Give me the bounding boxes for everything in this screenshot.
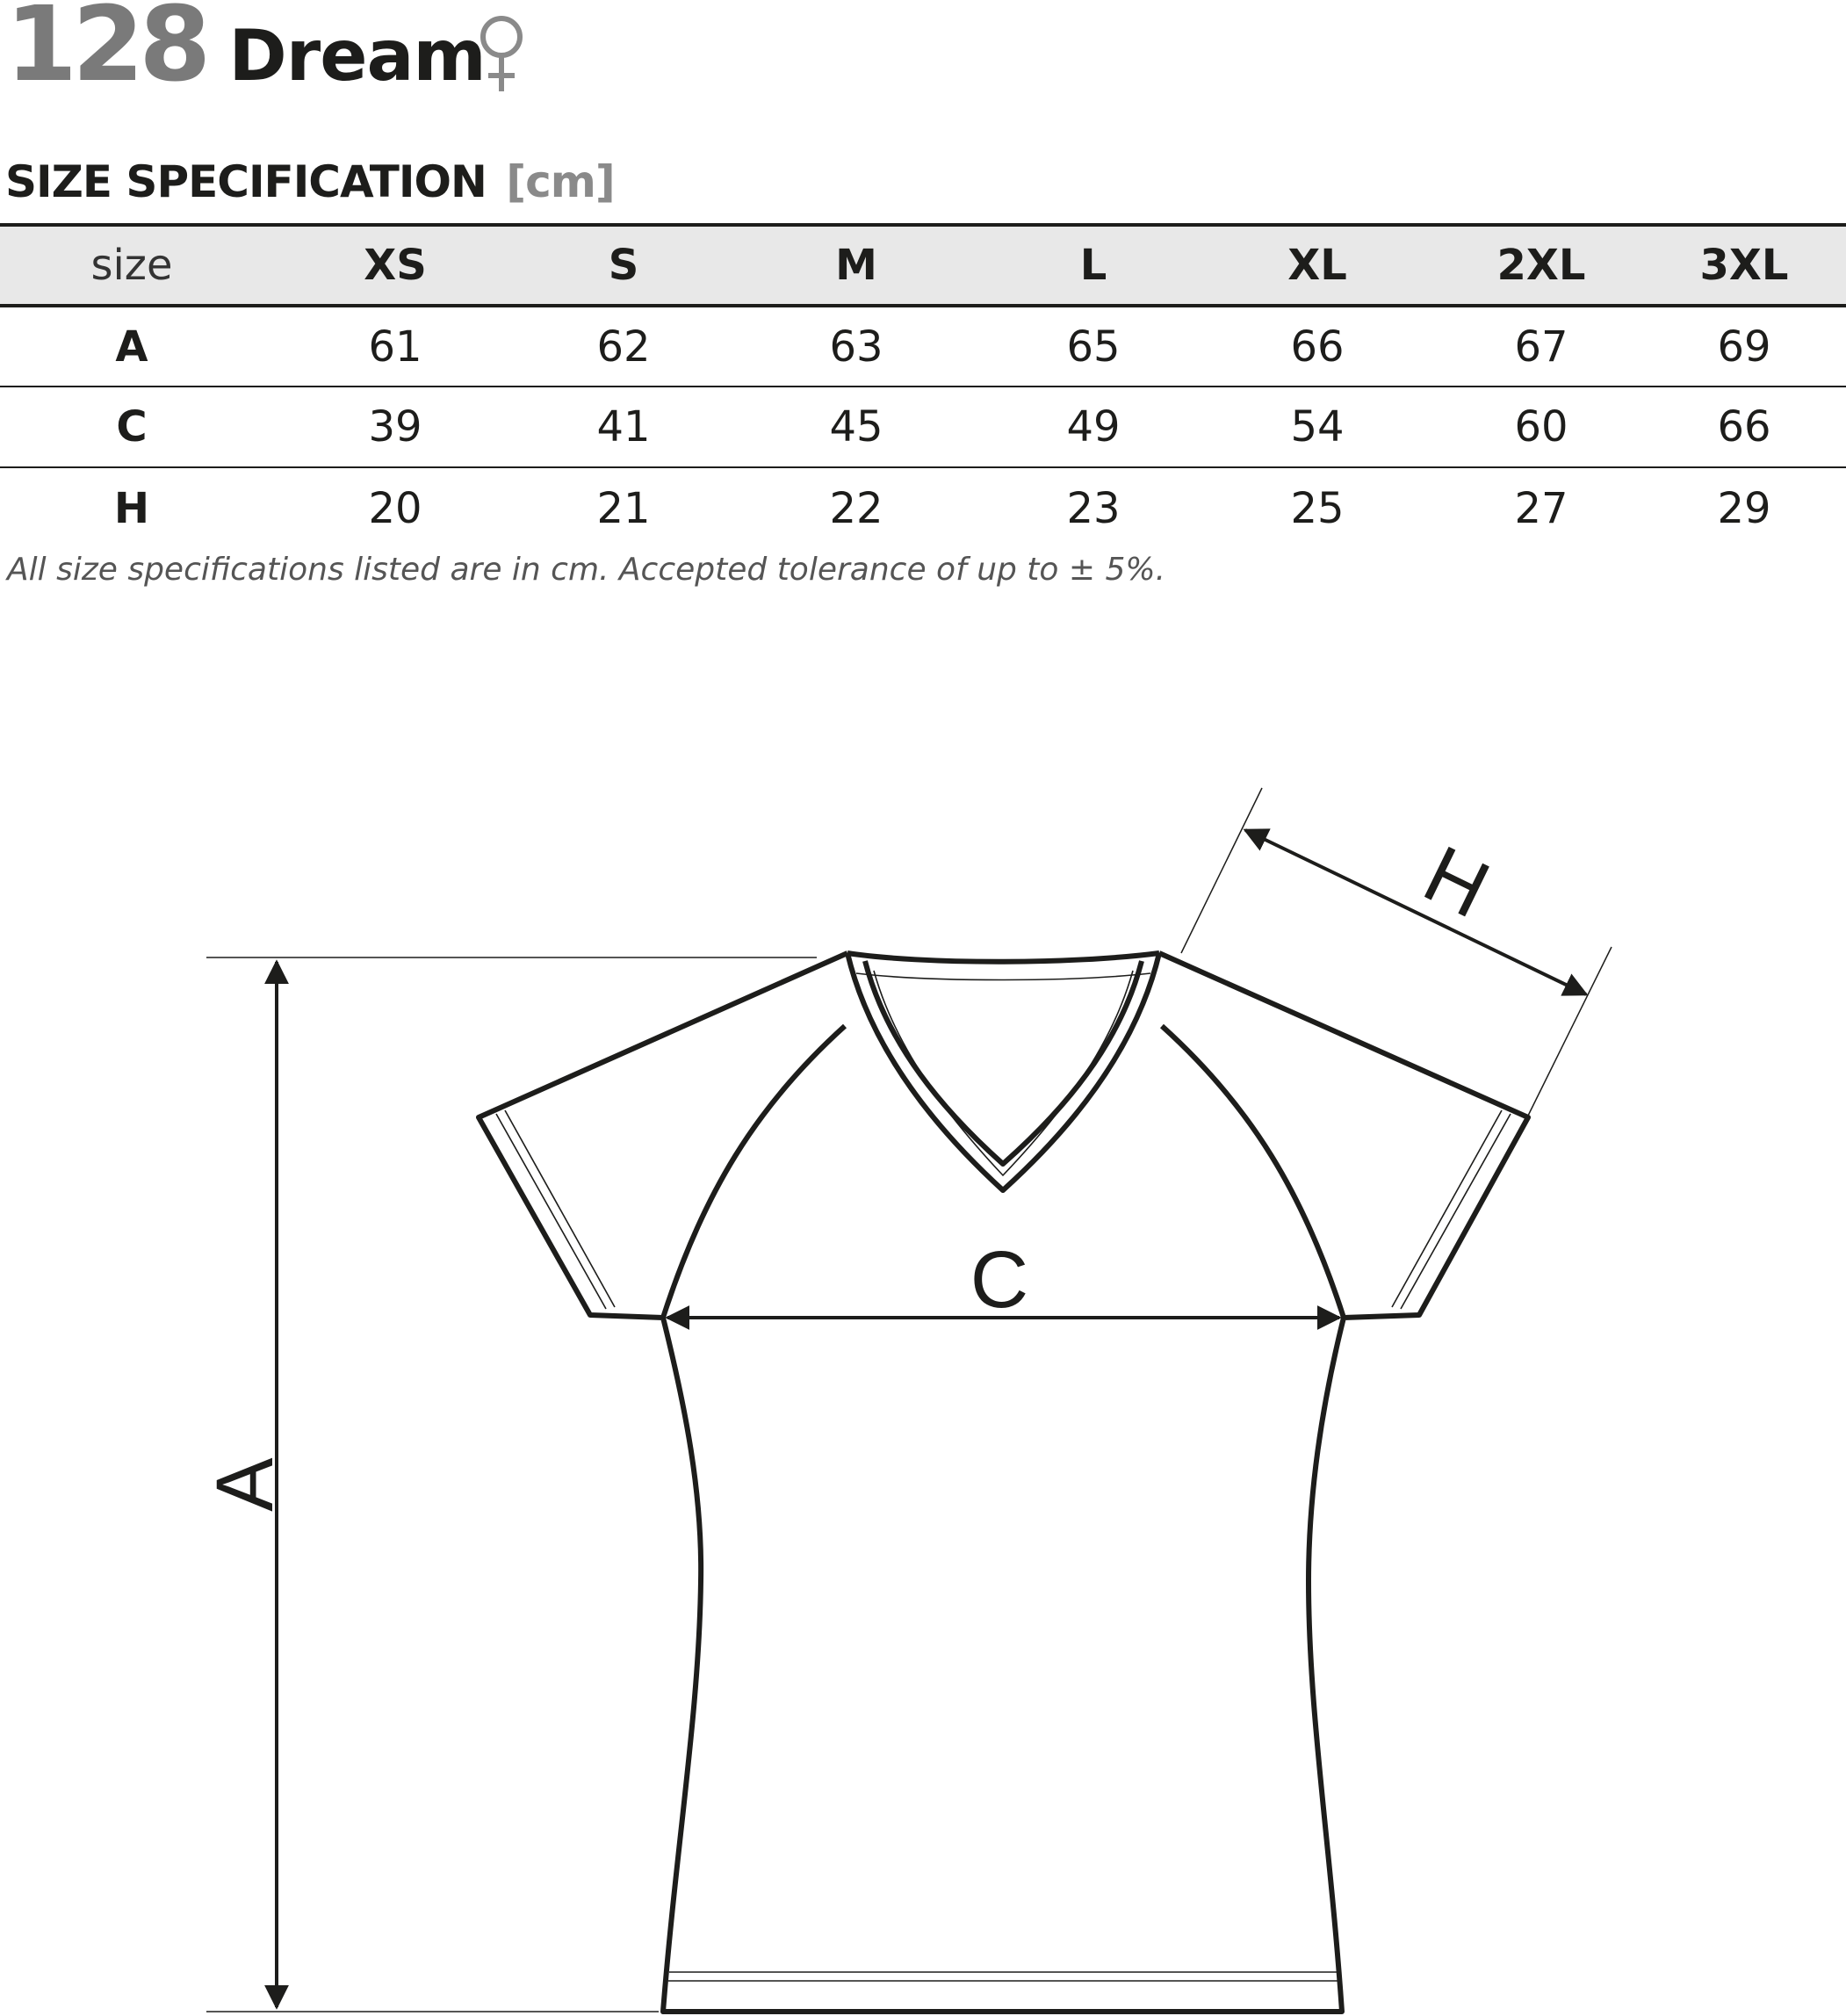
size-spec-title: SIZE SPECIFICATION	[5, 156, 487, 207]
size-3xl: 3XL	[1699, 241, 1789, 290]
size-s: S	[608, 241, 639, 290]
row-label: A	[115, 322, 148, 372]
table-cell: 67	[1514, 322, 1568, 372]
table-cell: 63	[829, 322, 883, 372]
table-cell: 27	[1514, 483, 1568, 533]
tolerance-note: All size specifications listed are in cm. Accepted tolerance of up to ± 5%.	[7, 552, 1166, 588]
table-cell: 39	[368, 402, 422, 452]
table-cell: 29	[1717, 483, 1771, 533]
row-label: C	[116, 402, 148, 452]
table-cell: 45	[829, 402, 883, 452]
table-cell: 66	[1290, 322, 1345, 372]
measure-h	[1181, 788, 1612, 1116]
table-cell: 65	[1066, 322, 1121, 372]
size-m: M	[835, 241, 877, 290]
size-l: L	[1079, 241, 1107, 290]
size-column-label: size	[90, 241, 173, 290]
size-xs: XS	[364, 241, 427, 290]
row-label: H	[113, 483, 150, 533]
table-cell: 23	[1066, 483, 1121, 533]
table-cell: 25	[1290, 483, 1345, 533]
table-cell: 60	[1514, 402, 1568, 452]
stitch-lines	[496, 971, 1511, 1981]
table-cell: 20	[368, 483, 422, 533]
size-spec-unit: [cm]	[506, 156, 615, 207]
table-cell: 41	[596, 402, 651, 452]
table-cell: 61	[368, 322, 422, 372]
table-cell: 22	[829, 483, 883, 533]
table-cell: 66	[1717, 402, 1771, 452]
table-cell: 21	[596, 483, 651, 533]
table-cell: 62	[596, 322, 651, 372]
label-a: A	[200, 1457, 290, 1512]
measure-c	[667, 1235, 1339, 1325]
label-h: H	[1410, 828, 1503, 936]
size-2xl: 2XL	[1496, 241, 1586, 290]
table-cell: 54	[1290, 402, 1345, 452]
label-c: C	[970, 1235, 1029, 1325]
size-xl: XL	[1287, 241, 1347, 290]
model-number: 128	[5, 0, 206, 105]
table-cell: 69	[1717, 322, 1771, 372]
model-name: Dream	[228, 15, 486, 97]
table-cell: 49	[1066, 402, 1121, 452]
tshirt-outline	[479, 953, 1528, 2012]
